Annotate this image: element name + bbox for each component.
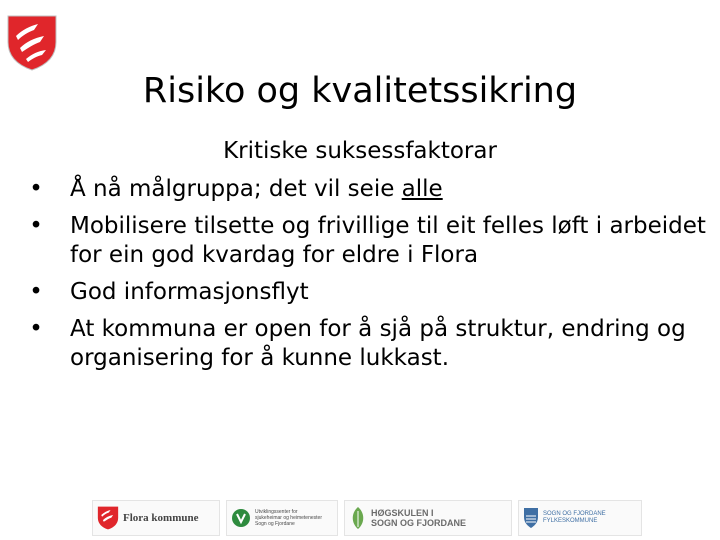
logo-line: FYLKESKOMMUNE [543,518,598,524]
bullet-list [26,175,706,381]
flora-coat-of-arms-icon [97,505,119,531]
logo-line: SOGN OG FJORDANE [371,518,467,528]
bullet-dot: • [29,279,43,305]
bullet-item [26,175,706,204]
logo-line: sjukeheimar og heimetenester [255,515,322,521]
utviklingssenter-emblem-icon [231,506,251,530]
hogskulen-logo [344,500,512,536]
bullet-item [26,315,706,373]
fylkeskommune-logo [518,500,642,536]
logo-line: Sogn og Fjordane [255,521,295,527]
bullet-dot: • [29,213,43,239]
partner-logo-strip [92,500,648,536]
bullet-item [26,212,706,270]
flora-coat-of-arms-icon [6,14,58,72]
bullet-text: God informasjonsflyt [70,279,309,305]
underlined-word: alle [401,176,443,202]
slide-subtitle: Kritiske suksessfaktorar [223,138,497,164]
logo-line: HØGSKULEN I [371,508,434,518]
logo-line: SOGN OG FJORDANE [543,511,606,517]
bullet-text: At kommuna er open for å sjå på struktur, endring og organisering for å kunne lukkast. [70,316,686,371]
bullet-text: Å nå målgruppa; det vil seie [70,176,402,202]
slide-title: Risiko og kvalitetssikring [142,71,578,111]
bullet-text: Mobilisere tilsette og frivillige til eit felles løft i arbeidet for ein god kvardag for eldre i Flora [70,213,706,268]
bullet-item [26,278,706,307]
logo-line: Utviklingssenter for [255,509,298,515]
bullet-dot: • [29,316,43,342]
fylke-shield-icon [523,507,539,529]
flora-kommune-logo [92,500,220,536]
utviklingssenter-logo [226,500,338,536]
leaf-icon [349,505,367,531]
bullet-dot: • [29,176,43,202]
logo-label: Flora kommune [123,512,199,524]
